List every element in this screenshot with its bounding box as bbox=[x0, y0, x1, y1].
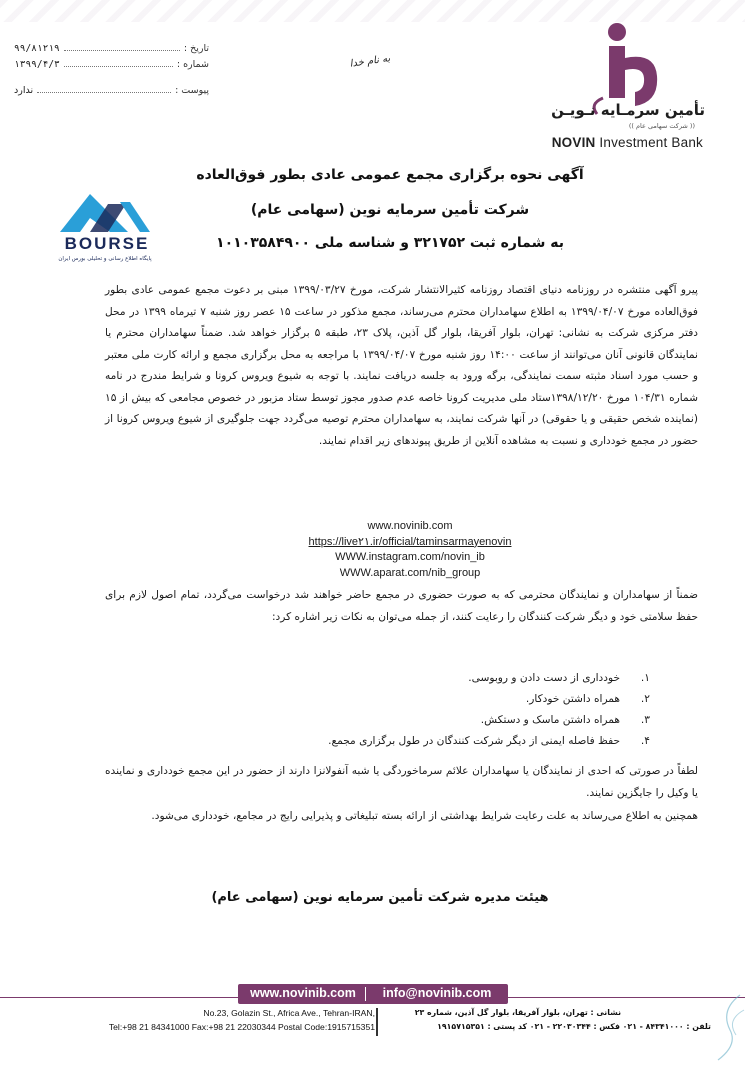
links-block bbox=[200, 519, 620, 581]
paragraph-3: لطفاً در صورتی که احدی از نمایندگان یا سهامداران علائم سرماخوردگی یا شبه آنفولانزا دارند از حضور در این مجمع خودداری و نماینده یا وکیل را جایگزین نمایند. bbox=[105, 765, 698, 799]
logo-subtitle-fa: (( شرکت سهامی عام )) bbox=[628, 122, 695, 130]
bismillah-text: به نام خدا bbox=[349, 53, 391, 70]
list-item bbox=[150, 709, 650, 730]
logo-name-fa: تأمین سرمـایه نـویـن bbox=[551, 101, 705, 119]
logo-name-en-bold: NOVIN bbox=[551, 135, 596, 150]
link-aparat[interactable]: WWW.aparat.com/nib_group bbox=[339, 566, 481, 579]
number-label: شماره : bbox=[176, 59, 209, 70]
bourse-name: BOURSE bbox=[64, 234, 150, 253]
footer-email-link[interactable]: info@novinib.com bbox=[382, 986, 492, 1000]
footer-address-fa: نشانی : تهران، بلوار آفریقا، بلوار گل آذین، شماره ۲۳ bbox=[414, 1008, 621, 1017]
logo-name-en-rest: Investment Bank bbox=[595, 135, 703, 150]
list-item-text: حفظ فاصله ایمنی از دیگر شرکت کنندگان در طول برگزاری مجمع. bbox=[328, 734, 620, 747]
footer-website-link[interactable]: www.novinib.com bbox=[250, 986, 356, 1000]
number-row bbox=[14, 54, 209, 70]
footer-separator bbox=[365, 987, 366, 1001]
list-item-number: ۴. bbox=[640, 734, 650, 747]
list-item bbox=[150, 730, 650, 751]
list-item-text: خودداری از دست دادن و روبوسی. bbox=[468, 671, 620, 684]
list-item-number: ۱. bbox=[640, 671, 650, 684]
link-instagram[interactable]: WWW.instagram.com/novin_ib bbox=[335, 551, 485, 563]
number-value: ۱۳۹۹/۴/۳ bbox=[14, 59, 60, 70]
title-line-1: آگهی نحوه برگزاری مجمع عمومی عادی بطور فوق‌العاده bbox=[196, 167, 584, 183]
footer-contact-en: Tel:+98 21 84341000 Fax:+98 21 22030344 Postal Code:1915715351 bbox=[108, 1022, 375, 1032]
attachment-value: ندارد bbox=[14, 85, 34, 96]
attachment-row bbox=[14, 80, 209, 96]
footer-divider bbox=[376, 1008, 378, 1036]
title-line-2: شرکت تأمین سرمایه نوین (سهامی عام) bbox=[250, 202, 530, 218]
list-item-text: همراه داشتن ماسک و دستکش. bbox=[480, 713, 620, 726]
list-item-number: ۲. bbox=[640, 692, 650, 705]
paragraph-1: پیرو آگهی منتشره در روزنامه دنیای اقتصاد روزنامه کثیرالانتشار شرکت، مورخ ۱۳۹۹/۰۳/۲۷ مبنی بر دعوت مجمع عمومی عادی بطور فوق‌العاده مورخ ۱۳۹۹/۰۴/۰۷ به اطلاع سهامداران محترم می‌رساند، مجمع مذکور در ساعت ۱۵ عصر روز شنبه ۷ تیرماه ۱۳۹۹ در محل دفتر مرکزی شرکت به نشانی: تهران، بلوار آفریقا، بلوار گل آذین، پلاک ۲۳، طبقه ۵ برگزار خواهد شد. ضمناً سهامداران محترم یا نمایندگان قانونی آنان می‌توانند از ساعت ۱۴:۰۰ روز شنبه مورخ ۱۳۹۹/۰۴/۰۷ با مراجعه به محل برگزاری مجمع و ارائه کارت ملی معتبر و حسب مورد اسناد مثبته سمت نمایندگی، برگه ورود به جلسه دریافت نمایند. با توجه به شیوع ویروس کرونا و شرایط مندرج در نامه شماره ۱۰۴/۳۱ مورخ ۱۳۹۸/۱۲/۲۰ستاد ملی مدیریت کرونا خاصه عدم صدور مجوز توسط ستاد مزبور در خصوص مجامعی که بیش از ۱۵ (نماینده شخص حقیقی و یا حقوقی) در آنها شرکت نمایند، به سهامداران محترم توصیه می‌گردد جهت جلوگیری از شیوع ویروس کرونا از حضور در مجمع خودداری و نسبت به مشاهده آنلاین از طریق پیوندهای زیر اقدام نمایند. bbox=[105, 284, 699, 447]
link-website[interactable]: www.novinib.com bbox=[367, 520, 453, 532]
logo-name-en bbox=[533, 135, 703, 150]
list-item-number: ۳. bbox=[640, 713, 650, 726]
bourse-tagline: پایگاه اطلاع رسانی و تحلیلی بورس ایران bbox=[58, 256, 152, 262]
attachment-dots bbox=[37, 92, 171, 93]
list-item bbox=[150, 688, 650, 709]
link-live[interactable]: https://live۲۱.ir/official/taminsarmayenovin bbox=[308, 535, 512, 548]
date-value: ۹۹/۸۱۲۱۹ bbox=[14, 43, 60, 54]
footer-contact-fa: تلفن : ۸۴۳۴۱۰۰۰ - ۰۲۱ فکس : ۲۲۰۳۰۳۴۴ - ۰۲۱ کد پستی : ۱۹۱۵۷۱۵۳۵۱ bbox=[437, 1022, 711, 1031]
paragraph-4: همچنین به اطلاع می‌رساند به علت رعایت شرایط بهداشتی از ارائه بسته تبلیغاتی و پذیرایی رایج در مجامع، خودداری می‌شود. bbox=[151, 810, 698, 822]
list-item bbox=[150, 667, 650, 688]
title-line-3: به شماره ثبت ۳۲۱۷۵۲ و شناسه ملی ۱۰۱۰۳۵۸۴۹۰۰ bbox=[216, 235, 564, 251]
letter-meta bbox=[14, 38, 209, 96]
date-label: تاریخ : bbox=[183, 43, 209, 54]
paragraph-2: ضمناً از سهامداران و نمایندگان محترمی که به صورت حضوری در مجمع حاضر خواهند شد درخواست می‌گردد، تمام اصول لازم برای حفظ سلامتی خود و دیگر شرکت کنندگان را رعایت کنند، از جمله می‌توان به نکات زیر اشاره کرد: bbox=[105, 589, 698, 623]
signature-text: هیئت مدیره شرکت تأمین سرمایه نوین (سهامی عام) bbox=[211, 890, 549, 905]
date-row bbox=[14, 38, 209, 54]
precautions-list bbox=[150, 667, 650, 751]
corner-ornament-icon bbox=[700, 990, 745, 1065]
date-dots bbox=[64, 50, 180, 51]
number-dots bbox=[64, 66, 173, 67]
footer-address-en: No.23, Golazin St., Africa Ave., Tehran-IRAN, bbox=[203, 1008, 375, 1018]
attachment-label: پیوست : bbox=[175, 85, 209, 96]
list-item-text: همراه داشتن خودکار. bbox=[525, 692, 620, 705]
